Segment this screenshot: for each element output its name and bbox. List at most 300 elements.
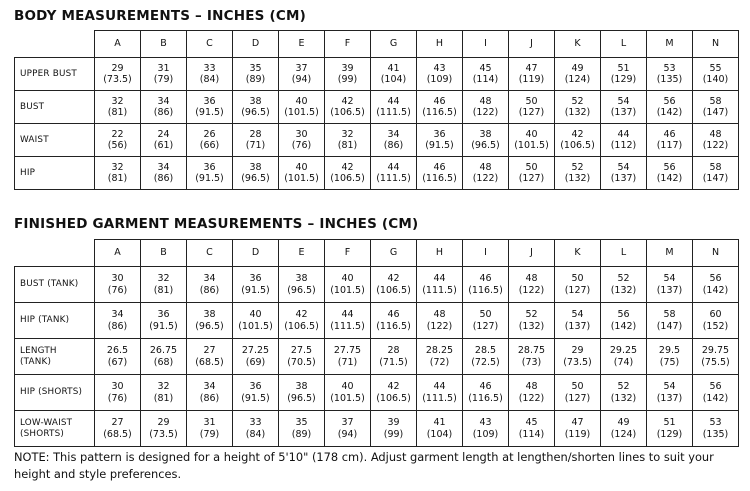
cm-value: (147) xyxy=(656,320,683,332)
measurement-cell xyxy=(693,157,739,190)
measurement-cell xyxy=(187,91,233,124)
measurement-cell xyxy=(233,339,279,375)
cm-value: (122) xyxy=(472,173,499,184)
cm-value: (142) xyxy=(656,173,683,184)
measurement-cell xyxy=(371,124,417,157)
inches-value: 34 xyxy=(157,161,170,173)
cm-value: (84) xyxy=(199,74,220,85)
measurement-cell xyxy=(279,339,325,375)
cm-value: (111.5) xyxy=(422,284,457,296)
cm-value: (81) xyxy=(107,107,128,118)
cm-value: (86) xyxy=(153,173,174,184)
inches-value: 46 xyxy=(479,381,492,392)
inches-value: 33 xyxy=(203,62,216,74)
cm-value: (127) xyxy=(564,392,591,404)
size-header: H xyxy=(417,240,463,267)
measurement-cell xyxy=(371,411,417,447)
cm-value: (91.5) xyxy=(241,392,270,404)
measurement-cell xyxy=(509,91,555,124)
inches-value: 42 xyxy=(387,273,400,284)
measurement-cell xyxy=(555,339,601,375)
inches-value: 27.75 xyxy=(333,345,362,356)
size-header: N xyxy=(693,31,739,58)
measurement-cell xyxy=(95,267,141,303)
measurement-cell xyxy=(233,124,279,157)
cm-value: (132) xyxy=(564,173,591,184)
table-corner xyxy=(15,31,95,58)
inches-value: 42 xyxy=(341,161,354,173)
measurement-cell xyxy=(647,267,693,303)
cm-value: (106.5) xyxy=(330,173,365,184)
cm-value: (132) xyxy=(564,107,591,118)
row-label: UPPER BUST xyxy=(15,58,95,91)
inches-value: 26 xyxy=(203,128,216,140)
size-header: B xyxy=(141,240,187,267)
measurement-cell xyxy=(325,58,371,91)
measurement-cell xyxy=(647,91,693,124)
cm-value: (71.5) xyxy=(379,356,408,368)
cm-value: (99) xyxy=(383,428,404,440)
size-header: H xyxy=(417,31,463,58)
cm-value: (73.5) xyxy=(149,428,178,440)
cm-value: (114) xyxy=(518,428,545,440)
inches-value: 44 xyxy=(617,128,630,140)
measurement-cell xyxy=(187,267,233,303)
measurement-cell xyxy=(555,58,601,91)
cm-value: (122) xyxy=(426,320,453,332)
inches-value: 35 xyxy=(249,62,262,74)
inches-value: 24 xyxy=(157,128,170,140)
cm-value: (91.5) xyxy=(195,107,224,118)
cm-value: (109) xyxy=(472,428,499,440)
row-label-line: (TANK) xyxy=(20,356,52,367)
inches-value: 54 xyxy=(663,273,676,284)
size-header: B xyxy=(141,31,187,58)
measurement-cell xyxy=(141,58,187,91)
cm-value: (96.5) xyxy=(195,320,224,332)
cm-value: (132) xyxy=(610,392,637,404)
measurement-cell xyxy=(601,303,647,339)
cm-value: (127) xyxy=(564,284,591,296)
size-header: A xyxy=(95,240,141,267)
measurement-cell xyxy=(95,157,141,190)
inches-value: 36 xyxy=(157,309,170,320)
size-header: C xyxy=(187,240,233,267)
measurement-cell xyxy=(141,375,187,411)
inches-value: 34 xyxy=(203,381,216,392)
measurement-cell xyxy=(555,267,601,303)
cm-value: (76) xyxy=(107,392,128,404)
inches-value: 53 xyxy=(663,62,676,74)
measurement-row xyxy=(15,411,739,447)
measurement-cell xyxy=(601,411,647,447)
measurement-cell xyxy=(325,411,371,447)
cm-value: (106.5) xyxy=(284,320,319,332)
inches-value: 26.5 xyxy=(106,345,129,356)
inches-value: 48 xyxy=(433,309,446,320)
measurement-cell xyxy=(509,124,555,157)
measurement-cell xyxy=(463,303,509,339)
size-header: J xyxy=(509,31,555,58)
row-label: HIP (TANK) xyxy=(15,303,95,339)
measurement-cell xyxy=(187,157,233,190)
cm-value: (91.5) xyxy=(195,173,224,184)
cm-value: (111.5) xyxy=(330,320,365,332)
size-header: K xyxy=(555,31,601,58)
measurement-cell xyxy=(693,91,739,124)
inches-value: 56 xyxy=(663,95,676,107)
measurement-cell xyxy=(417,339,463,375)
inches-value: 30 xyxy=(111,273,124,284)
cm-value: (94) xyxy=(337,428,358,440)
inches-value: 49 xyxy=(617,417,630,428)
inches-value: 50 xyxy=(571,381,584,392)
inches-value: 37 xyxy=(295,62,308,74)
inches-value: 38 xyxy=(295,273,308,284)
measurement-cell xyxy=(417,267,463,303)
cm-value: (81) xyxy=(153,392,174,404)
inches-value: 56 xyxy=(709,273,722,284)
cm-value: (106.5) xyxy=(330,107,365,118)
measurement-cell xyxy=(601,91,647,124)
cm-value: (132) xyxy=(610,284,637,296)
measurement-cell xyxy=(279,375,325,411)
cm-value: (101.5) xyxy=(330,392,365,404)
inches-value: 32 xyxy=(111,161,124,173)
row-label-line: (SHORTS) xyxy=(20,428,65,439)
inches-value: 27 xyxy=(203,345,216,356)
cm-value: (111.5) xyxy=(376,173,411,184)
inches-value: 36 xyxy=(249,381,262,392)
inches-value: 43 xyxy=(433,62,446,74)
cm-value: (86) xyxy=(383,140,404,151)
measurement-cell xyxy=(325,375,371,411)
finished-garment-table xyxy=(14,239,739,447)
measurement-cell xyxy=(233,267,279,303)
measurement-cell xyxy=(187,375,233,411)
inches-value: 42 xyxy=(295,309,308,320)
measurement-cell xyxy=(141,303,187,339)
measurement-cell xyxy=(555,375,601,411)
inches-value: 49 xyxy=(571,62,584,74)
size-header: I xyxy=(463,240,509,267)
measurement-cell xyxy=(693,339,739,375)
cm-value: (81) xyxy=(153,284,174,296)
measurement-cell xyxy=(463,375,509,411)
inches-value: 36 xyxy=(433,128,446,140)
cm-value: (91.5) xyxy=(241,284,270,296)
measurement-row xyxy=(15,267,739,303)
cm-value: (127) xyxy=(518,173,545,184)
inches-value: 48 xyxy=(525,273,538,284)
cm-value: (137) xyxy=(564,320,591,332)
row-label: HIP (SHORTS) xyxy=(15,375,95,411)
cm-value: (68.5) xyxy=(195,356,224,368)
measurement-cell xyxy=(95,58,141,91)
cm-value: (122) xyxy=(702,140,729,151)
measurement-cell xyxy=(95,411,141,447)
inches-value: 41 xyxy=(387,62,400,74)
measurement-cell xyxy=(371,91,417,124)
inches-value: 32 xyxy=(157,381,170,392)
measurement-cell xyxy=(463,267,509,303)
size-header: E xyxy=(279,240,325,267)
row-label: BUST xyxy=(15,91,95,124)
inches-value: 53 xyxy=(709,417,722,428)
measurement-cell xyxy=(693,267,739,303)
measurement-cell xyxy=(647,375,693,411)
cm-value: (132) xyxy=(518,320,545,332)
inches-value: 42 xyxy=(387,381,400,392)
cm-value: (101.5) xyxy=(238,320,273,332)
cm-value: (124) xyxy=(610,428,637,440)
measurement-cell xyxy=(371,267,417,303)
cm-value: (122) xyxy=(518,284,545,296)
pattern-note: NOTE: This pattern is designed for a height of 5'10" (178 cm). Adjust garment length at lengthen/shorten lines to suit your height and style preferences. xyxy=(14,450,714,481)
measurement-cell xyxy=(417,303,463,339)
cm-value: (106.5) xyxy=(560,140,595,151)
inches-value: 52 xyxy=(525,309,538,320)
inches-value: 56 xyxy=(709,381,722,392)
inches-value: 50 xyxy=(479,309,492,320)
measurement-cell xyxy=(555,303,601,339)
cm-value: (91.5) xyxy=(425,140,454,151)
inches-value: 32 xyxy=(341,128,354,140)
measurement-cell xyxy=(463,411,509,447)
cm-value: (137) xyxy=(610,107,637,118)
inches-value: 29.75 xyxy=(701,345,730,356)
measurement-row xyxy=(15,375,739,411)
cm-value: (142) xyxy=(702,284,729,296)
inches-value: 29 xyxy=(111,62,124,74)
measurement-cell xyxy=(187,339,233,375)
measurement-cell xyxy=(555,157,601,190)
measurement-row xyxy=(15,339,739,375)
inches-value: 30 xyxy=(111,381,124,392)
measurement-cell xyxy=(693,303,739,339)
inches-value: 56 xyxy=(617,309,630,320)
measurement-cell xyxy=(509,411,555,447)
measurement-cell xyxy=(509,339,555,375)
cm-value: (71) xyxy=(337,356,358,368)
cm-value: (89) xyxy=(245,74,266,85)
cm-value: (137) xyxy=(610,173,637,184)
size-header: G xyxy=(371,31,417,58)
measurement-cell xyxy=(141,91,187,124)
cm-value: (127) xyxy=(518,107,545,118)
body-measurements-title: BODY MEASUREMENTS – INCHES (CM) xyxy=(14,8,306,24)
size-header: D xyxy=(233,240,279,267)
inches-value: 31 xyxy=(157,62,170,74)
inches-value: 45 xyxy=(479,62,492,74)
inches-value: 28.25 xyxy=(425,345,454,356)
measurement-cell xyxy=(417,157,463,190)
cm-value: (71) xyxy=(245,140,266,151)
row-label: BUST (TANK) xyxy=(15,267,95,303)
inches-value: 39 xyxy=(387,417,400,428)
row-label xyxy=(15,339,95,375)
cm-value: (112) xyxy=(610,140,637,151)
measurement-cell xyxy=(279,157,325,190)
measurement-cell xyxy=(647,157,693,190)
inches-value: 38 xyxy=(295,381,308,392)
cm-value: (76) xyxy=(107,284,128,296)
measurement-cell xyxy=(141,267,187,303)
measurement-cell xyxy=(647,411,693,447)
measurement-cell xyxy=(279,267,325,303)
size-header: M xyxy=(647,240,693,267)
cm-value: (135) xyxy=(656,74,683,85)
inches-value: 47 xyxy=(571,417,584,428)
measurement-cell xyxy=(463,91,509,124)
measurement-row xyxy=(15,124,739,157)
measurement-cell xyxy=(601,124,647,157)
measurement-cell xyxy=(371,58,417,91)
measurement-cell xyxy=(279,303,325,339)
measurement-cell xyxy=(463,157,509,190)
inches-value: 46 xyxy=(663,128,676,140)
measurement-cell xyxy=(693,411,739,447)
cm-value: (79) xyxy=(199,428,220,440)
cm-value: (96.5) xyxy=(287,284,316,296)
measurement-cell xyxy=(555,124,601,157)
cm-value: (86) xyxy=(153,107,174,118)
measurement-cell xyxy=(601,58,647,91)
cm-value: (119) xyxy=(518,74,545,85)
inches-value: 46 xyxy=(387,309,400,320)
cm-value: (94) xyxy=(291,74,312,85)
inches-value: 48 xyxy=(479,161,492,173)
inches-value: 44 xyxy=(433,381,446,392)
inches-value: 36 xyxy=(249,273,262,284)
measurement-cell xyxy=(463,339,509,375)
inches-value: 58 xyxy=(709,161,722,173)
inches-value: 43 xyxy=(479,417,492,428)
cm-value: (116.5) xyxy=(422,107,457,118)
measurement-cell xyxy=(417,411,463,447)
size-header: M xyxy=(647,31,693,58)
measurement-cell xyxy=(693,124,739,157)
inches-value: 50 xyxy=(571,273,584,284)
inches-value: 36 xyxy=(203,161,216,173)
inches-value: 34 xyxy=(157,95,170,107)
cm-value: (127) xyxy=(472,320,499,332)
measurement-cell xyxy=(187,411,233,447)
measurement-row xyxy=(15,58,739,91)
cm-value: (86) xyxy=(199,392,220,404)
inches-value: 54 xyxy=(617,95,630,107)
inches-value: 28.75 xyxy=(517,345,546,356)
cm-value: (106.5) xyxy=(376,284,411,296)
inches-value: 32 xyxy=(157,273,170,284)
measurement-cell xyxy=(601,157,647,190)
inches-value: 52 xyxy=(617,381,630,392)
cm-value: (69) xyxy=(245,356,266,368)
inches-value: 27.5 xyxy=(290,345,313,356)
measurement-cell xyxy=(233,157,279,190)
measurement-cell xyxy=(463,124,509,157)
measurement-cell xyxy=(417,375,463,411)
measurement-cell xyxy=(187,124,233,157)
inches-value: 40 xyxy=(525,128,538,140)
cm-value: (74) xyxy=(613,356,634,368)
cm-value: (111.5) xyxy=(422,392,457,404)
row-label: HIP xyxy=(15,157,95,190)
measurement-cell xyxy=(233,303,279,339)
measurement-cell xyxy=(141,124,187,157)
cm-value: (116.5) xyxy=(376,320,411,332)
measurement-cell xyxy=(371,375,417,411)
inches-value: 42 xyxy=(571,128,584,140)
inches-value: 30 xyxy=(295,128,308,140)
cm-value: (111.5) xyxy=(376,107,411,118)
cm-value: (79) xyxy=(153,74,174,85)
row-label xyxy=(15,411,95,447)
cm-value: (104) xyxy=(380,74,407,85)
size-header: E xyxy=(279,31,325,58)
cm-value: (86) xyxy=(199,284,220,296)
cm-value: (109) xyxy=(426,74,453,85)
cm-value: (104) xyxy=(426,428,453,440)
inches-value: 46 xyxy=(433,95,446,107)
size-header: A xyxy=(95,31,141,58)
size-header-row xyxy=(15,31,739,58)
size-header: N xyxy=(693,240,739,267)
cm-value: (124) xyxy=(564,74,591,85)
size-header: L xyxy=(601,240,647,267)
size-header: G xyxy=(371,240,417,267)
inches-value: 29.25 xyxy=(609,345,638,356)
size-header-row xyxy=(15,240,739,267)
measurement-cell xyxy=(647,303,693,339)
inches-value: 34 xyxy=(387,128,400,140)
inches-value: 54 xyxy=(571,309,584,320)
size-header: F xyxy=(325,240,371,267)
cm-value: (68.5) xyxy=(103,428,132,440)
inches-value: 38 xyxy=(249,95,262,107)
cm-value: (72) xyxy=(429,356,450,368)
cm-value: (106.5) xyxy=(376,392,411,404)
measurement-cell xyxy=(509,267,555,303)
size-header: J xyxy=(509,240,555,267)
cm-value: (91.5) xyxy=(149,320,178,332)
inches-value: 22 xyxy=(111,128,124,140)
cm-value: (84) xyxy=(245,428,266,440)
cm-value: (67) xyxy=(107,356,128,368)
inches-value: 52 xyxy=(571,161,584,173)
inches-value: 45 xyxy=(525,417,538,428)
inches-value: 48 xyxy=(525,381,538,392)
cm-value: (129) xyxy=(610,74,637,85)
cm-value: (129) xyxy=(656,428,683,440)
inches-value: 50 xyxy=(525,95,538,107)
cm-value: (116.5) xyxy=(468,392,503,404)
inches-value: 42 xyxy=(341,95,354,107)
cm-value: (75) xyxy=(659,356,680,368)
cm-value: (122) xyxy=(518,392,545,404)
measurement-cell xyxy=(279,91,325,124)
measurement-cell xyxy=(555,91,601,124)
measurement-cell xyxy=(417,58,463,91)
measurement-cell xyxy=(325,91,371,124)
inches-value: 52 xyxy=(571,95,584,107)
measurement-cell xyxy=(601,339,647,375)
measurement-row xyxy=(15,157,739,190)
cm-value: (75.5) xyxy=(701,356,730,368)
inches-value: 52 xyxy=(617,273,630,284)
inches-value: 31 xyxy=(203,417,216,428)
measurement-cell xyxy=(325,303,371,339)
